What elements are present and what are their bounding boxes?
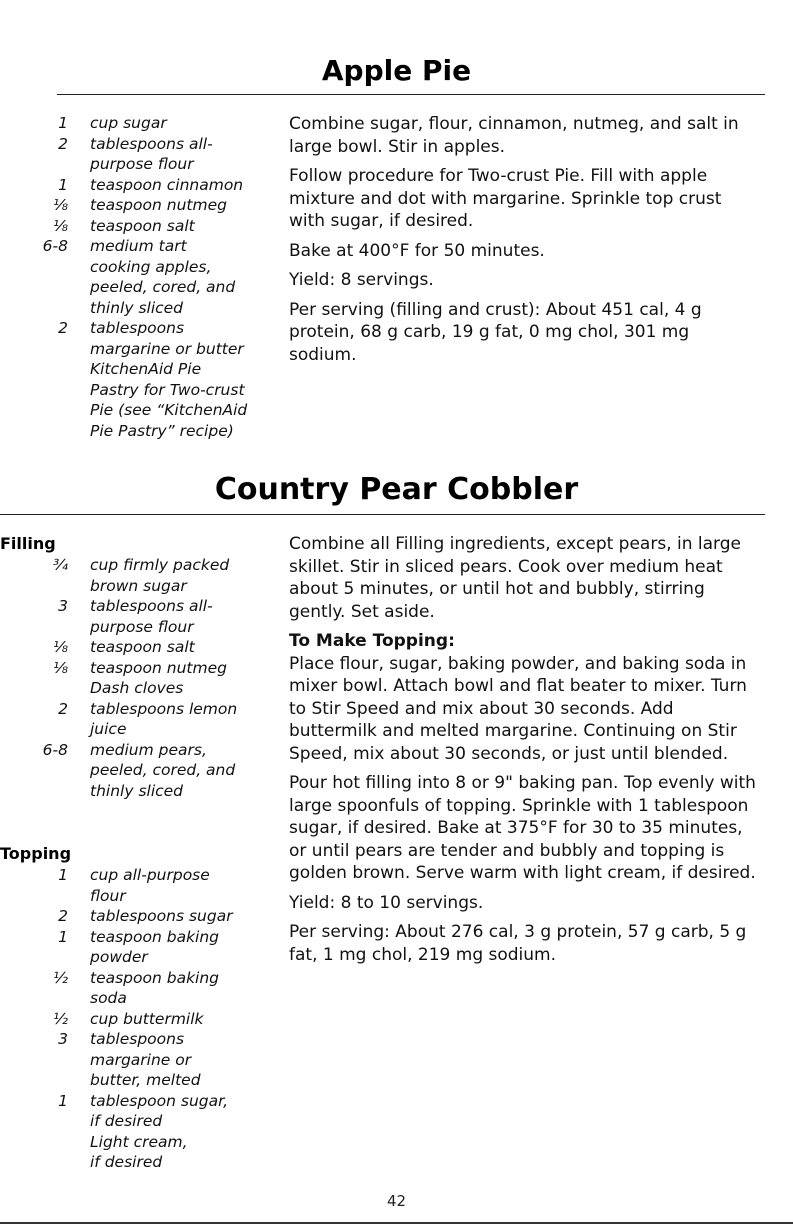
recipe-title-apple-pie: Apple Pie	[321, 54, 472, 87]
direction-paragraph: Follow procedure for Two-crust Pie. Fill with apple mixture and dot with margarine. Sprinkle top crust with sugar, if desired.	[289, 166, 722, 231]
ingredient-text: teaspoon salt	[90, 638, 195, 656]
ingredient-item	[28, 359, 278, 441]
ingredient-text: Dash cloves	[90, 679, 184, 697]
ingredient-text: teaspoon salt	[90, 216, 195, 235]
yield-text: Yield: 8 to 10 servings.	[289, 892, 484, 913]
ingredient-item	[28, 927, 278, 968]
title-divider	[57, 94, 765, 95]
direction-paragraph: Pour hot filling into 8 or 9" baking pan. Top evenly with large spoonfuls of topping. Sprinkle with 1 tablespoon sugar, if desired. Bake at 375°F for 30 to 35 minutes, or until pears are tender and bubbly and topping is golden brown. Serve warm with light cream, if desired.	[289, 773, 756, 883]
ingredient-item	[28, 906, 278, 927]
ingredient-quantity: ½	[52, 968, 68, 987]
ingredient-text: cup firmly packed brown sugar	[90, 556, 230, 595]
ingredient-quantity: 6-8	[42, 740, 68, 759]
nutrition-text: Per serving (filling and crust): About 451 cal, 4 g protein, 68 g carb, 19 g fat, 0 mg chol, 301 mg sodium.	[289, 299, 702, 365]
ingredient-item	[28, 113, 278, 134]
ingredient-text: tablespoon sugar, if desired	[90, 1091, 229, 1130]
ingredient-text: KitchenAid Pie Pastry for Two-crust Pie (see “KitchenAid Pie Pastry” recipe)	[90, 360, 248, 440]
apple-pie-directions	[289, 113, 759, 373]
ingredient-item	[28, 658, 278, 679]
topping-ingredient-list	[28, 865, 278, 1173]
ingredient-item	[28, 216, 278, 237]
ingredient-quantity: ⅛	[52, 658, 68, 677]
ingredient-item	[28, 236, 278, 318]
ingredient-item	[28, 1091, 278, 1132]
ingredient-quantity: 2	[58, 134, 68, 153]
filling-ingredient-list	[28, 555, 278, 801]
title-divider	[0, 514, 765, 515]
ingredient-quantity: 1	[58, 866, 68, 884]
ingredient-text: tablespoons all- purpose flour	[90, 134, 213, 173]
yield-text: Yield: 8 servings.	[289, 270, 434, 290]
ingredient-text: medium tart cooking apples, peeled, cored, and thinly sliced	[90, 237, 236, 317]
ingredient-item	[28, 865, 278, 906]
ingredient-item	[28, 596, 278, 637]
ingredient-quantity: 3	[58, 1030, 68, 1048]
ingredient-item	[28, 134, 278, 175]
filling-heading: Filling	[0, 534, 56, 553]
ingredient-item	[28, 1132, 278, 1173]
ingredient-item	[28, 678, 278, 699]
ingredient-quantity: ⅛	[52, 216, 68, 235]
cobbler-ingredient-column	[0, 533, 278, 1173]
apple-pie-ingredient-list	[28, 113, 278, 441]
ingredient-text: medium pears, peeled, cored, and thinly sliced	[90, 740, 236, 800]
ingredient-text: teaspoon nutmeg	[90, 196, 227, 214]
ingredient-quantity: 1	[58, 114, 68, 132]
ingredient-quantity: 2	[58, 699, 68, 718]
ingredient-quantity: 1	[58, 1091, 68, 1110]
ingredient-quantity: 2	[58, 319, 68, 337]
ingredient-text: Light cream, if desired	[90, 1132, 188, 1171]
ingredient-quantity: ⅛	[52, 638, 68, 656]
ingredient-text: cup all-purpose flour	[90, 866, 210, 905]
recipe-title-country-pear-cobbler: Country Pear Cobbler	[214, 472, 579, 507]
direction-paragraph: Bake at 400°F for 50 minutes.	[289, 240, 545, 261]
ingredient-item	[28, 740, 278, 802]
ingredient-text: cup sugar	[90, 114, 167, 132]
ingredient-text: teaspoon cinnamon	[90, 175, 244, 194]
ingredient-item	[28, 699, 278, 740]
ingredient-item	[28, 968, 278, 1009]
ingredient-quantity: ½	[52, 1009, 68, 1028]
ingredient-quantity: 2	[58, 907, 68, 925]
ingredient-quantity: 6-8	[42, 237, 68, 255]
ingredient-quantity: 1	[58, 927, 68, 946]
ingredient-text: teaspoon nutmeg	[90, 658, 227, 677]
ingredient-quantity: ⅛	[52, 196, 68, 214]
topping-subheading: To Make Topping:	[289, 631, 455, 651]
bottom-border	[0, 1222, 793, 1224]
ingredient-text: tablespoons sugar	[90, 907, 233, 925]
ingredient-text: teaspoon baking powder	[90, 927, 220, 966]
ingredient-item	[28, 637, 278, 658]
ingredient-quantity: 1	[58, 175, 68, 194]
ingredient-text: tablespoons all- purpose flour	[90, 597, 213, 636]
ingredient-text: tablespoons lemon juice	[90, 699, 238, 738]
ingredient-text: tablespoons margarine or butter, melted	[90, 1030, 201, 1089]
ingredient-item	[28, 555, 278, 596]
ingredient-item	[28, 1009, 278, 1030]
ingredient-quantity: 3	[58, 597, 68, 615]
nutrition-text: Per serving: About 276 cal, 3 g protein, 57 g carb, 5 g fat, 1 mg chol, 219 mg sodium.	[289, 922, 747, 965]
direction-paragraph: Combine sugar, flour, cinnamon, nutmeg, and salt in large bowl. Stir in apples.	[289, 114, 739, 157]
ingredient-text: tablespoons margarine or butter	[90, 319, 244, 358]
cobbler-directions	[289, 533, 761, 973]
ingredient-item	[28, 318, 278, 359]
topping-heading: Topping	[0, 844, 72, 863]
ingredient-text: cup buttermilk	[90, 1009, 204, 1028]
ingredient-item	[28, 175, 278, 196]
direction-paragraph: Place flour, sugar, baking powder, and baking soda in mixer bowl. Attach bowl and flat beater to mixer. Turn to Stir Speed and mix about 30 seconds. Add buttermilk and melted margarine. Continuing on Stir Speed, mix about 30 seconds, or just until blended.	[289, 653, 747, 764]
ingredient-text: teaspoon baking soda	[90, 968, 220, 1007]
ingredient-item	[28, 1029, 278, 1091]
ingredient-item	[28, 195, 278, 216]
direction-paragraph: Combine all Filling ingredients, except pears, in large skillet. Stir in sliced pears. Cook over medium heat about 5 minutes, or until hot and bubbly, stirring gently. Set aside.	[289, 534, 741, 622]
ingredient-quantity: ¾	[52, 556, 68, 574]
page-number: 42	[386, 1192, 407, 1210]
